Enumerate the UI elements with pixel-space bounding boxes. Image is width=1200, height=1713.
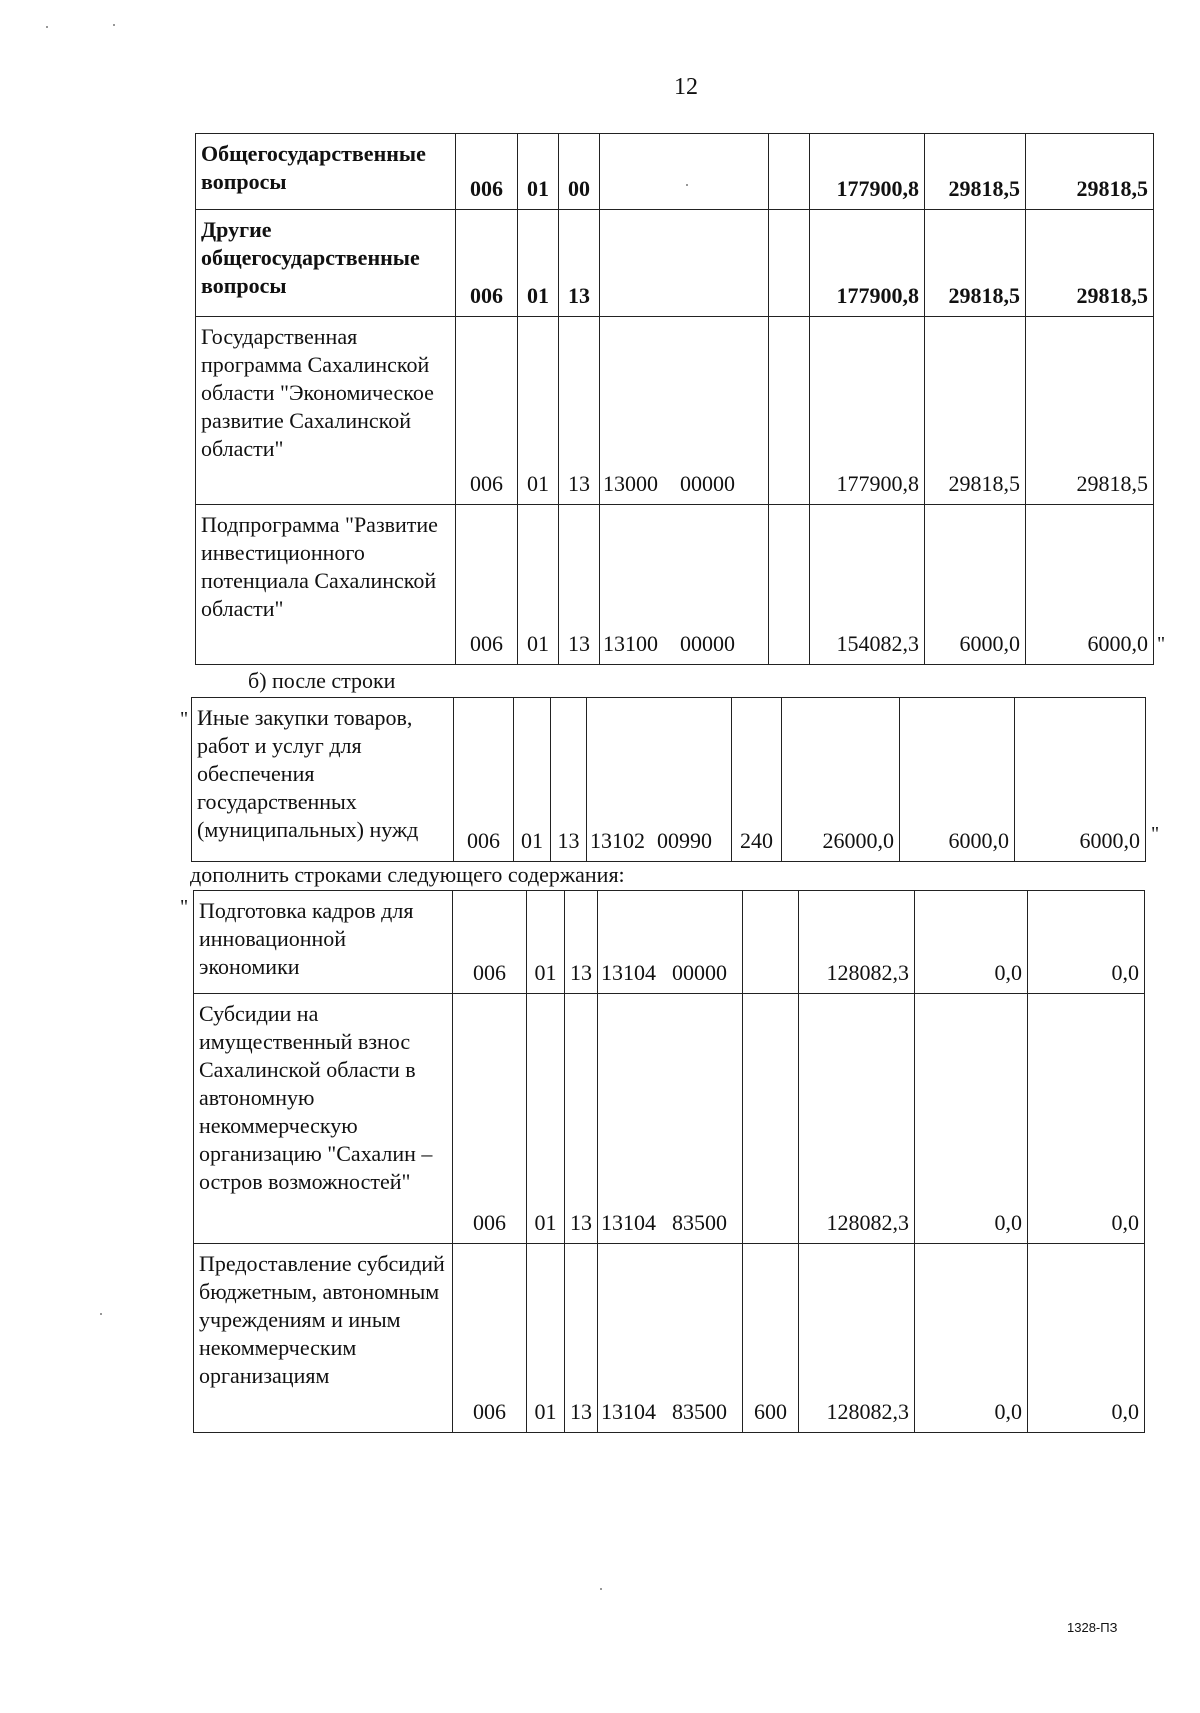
razdel-code: 01	[527, 891, 565, 994]
razdel-code: 01	[518, 505, 559, 665]
closing-quote: "	[1151, 823, 1160, 845]
target-article-part: 00000	[680, 631, 735, 656]
target-article-part: 83500	[672, 1210, 727, 1235]
target-article-code	[600, 505, 769, 665]
expense-type-code	[769, 505, 810, 665]
ved-code: 006	[456, 317, 518, 505]
amount-year-2: 0,0	[915, 891, 1028, 994]
amount-year-3: 29818,5	[1026, 134, 1154, 210]
footer-code: 1328-ПЗ	[1067, 1620, 1118, 1635]
ved-code: 006	[454, 698, 514, 862]
scan-speck	[46, 26, 48, 28]
target-article-part: 83500	[672, 1399, 727, 1424]
amount-year-3: 6000,0	[1026, 505, 1154, 665]
scan-speck	[113, 24, 115, 26]
podrazdel-code: 13	[551, 698, 587, 862]
table-row	[192, 698, 1146, 862]
target-article-part: 00000	[672, 960, 727, 985]
scan-speck	[600, 1588, 602, 1590]
amount-year-1: 128082,3	[799, 1244, 915, 1433]
ved-code: 006	[456, 505, 518, 665]
table-row	[196, 317, 1154, 505]
expense-type-code: 240	[732, 698, 782, 862]
podrazdel-code: 00	[559, 134, 600, 210]
target-article-part: 13100	[603, 631, 658, 656]
amount-year-1: 177900,8	[810, 134, 925, 210]
amount-year-2: 6000,0	[900, 698, 1015, 862]
row-name: Общегосударственные вопросы	[196, 134, 456, 210]
amount-year-3: 0,0	[1028, 891, 1145, 994]
closing-quote: "	[1157, 633, 1166, 655]
target-article-code	[600, 210, 769, 317]
opening-quote: "	[180, 708, 189, 730]
amount-year-2: 29818,5	[925, 210, 1026, 317]
row-name: Государственная программа Сахалинской области "Экономическое развитие Сахалинской области"	[196, 317, 456, 505]
amount-year-1: 26000,0	[782, 698, 900, 862]
amount-year-2: 29818,5	[925, 134, 1026, 210]
razdel-code: 01	[518, 134, 559, 210]
table-row	[196, 505, 1154, 665]
budget-table-main	[195, 133, 1154, 665]
razdel-code: 01	[518, 210, 559, 317]
razdel-code: 01	[514, 698, 551, 862]
target-article-code	[600, 317, 769, 505]
razdel-code: 01	[527, 1244, 565, 1433]
amount-year-1: 154082,3	[810, 505, 925, 665]
opening-quote: "	[180, 896, 189, 918]
scan-speck	[100, 1313, 102, 1315]
amount-year-1: 177900,8	[810, 317, 925, 505]
expense-type-code	[769, 134, 810, 210]
target-article-part: 00000	[680, 471, 735, 496]
podrazdel-code: 13	[559, 317, 600, 505]
expense-type-code	[743, 994, 799, 1244]
amount-year-3: 29818,5	[1026, 317, 1154, 505]
target-article-part: 13102	[590, 828, 645, 853]
target-article-code	[587, 698, 732, 862]
amount-year-2: 29818,5	[925, 317, 1026, 505]
instruction-after-row: б) после строки	[248, 668, 396, 693]
amount-year-2: 0,0	[915, 1244, 1028, 1433]
row-name: Иные закупки товаров, работ и услуг для обеспечения государственных (муниципальных) нужд	[192, 698, 454, 862]
ved-code: 006	[453, 891, 527, 994]
podrazdel-code: 13	[559, 210, 600, 317]
podrazdel-code: 13	[565, 994, 598, 1244]
target-article-part: 00990	[657, 828, 712, 853]
budget-table-new-rows	[193, 890, 1145, 1433]
table-row	[196, 210, 1154, 317]
page-number: 12	[674, 74, 698, 100]
amount-year-3: 6000,0	[1015, 698, 1146, 862]
row-name: Предоставление субсидий бюджетным, автономным учреждениям и иным некоммерческим организациям	[194, 1244, 453, 1433]
expense-type-code: 600	[743, 1244, 799, 1433]
expense-type-code	[769, 210, 810, 317]
table-row	[194, 994, 1145, 1244]
ved-code: 006	[453, 994, 527, 1244]
row-name: Субсидии на имущественный взнос Сахалинской области в автономную некоммерческую организацию "Сахалин – остров возможностей"	[194, 994, 453, 1244]
amount-year-3: 0,0	[1028, 994, 1145, 1244]
instruction-add-rows: дополнить строками следующего содержания:	[190, 862, 625, 887]
table-row	[196, 134, 1154, 210]
podrazdel-code: 13	[565, 891, 598, 994]
row-name: Подпрограмма "Развитие инвестиционного потенциала Сахалинской области"	[196, 505, 456, 665]
table-row	[194, 1244, 1145, 1433]
budget-table-reference-row	[191, 697, 1146, 862]
target-article-code	[598, 891, 743, 994]
amount-year-2: 0,0	[915, 994, 1028, 1244]
razdel-code: 01	[518, 317, 559, 505]
amount-year-1: 128082,3	[799, 891, 915, 994]
target-article-part: 13104	[601, 960, 656, 985]
expense-type-code	[743, 891, 799, 994]
target-article-code	[600, 134, 769, 210]
ved-code: 006	[456, 210, 518, 317]
podrazdel-code: 13	[565, 1244, 598, 1433]
razdel-code: 01	[527, 994, 565, 1244]
amount-year-1: 128082,3	[799, 994, 915, 1244]
podrazdel-code: 13	[559, 505, 600, 665]
target-article-code	[598, 994, 743, 1244]
target-article-part: 13000	[603, 471, 658, 496]
ved-code: 006	[456, 134, 518, 210]
expense-type-code	[769, 317, 810, 505]
scan-speck	[686, 184, 688, 186]
amount-year-3: 29818,5	[1026, 210, 1154, 317]
amount-year-3: 0,0	[1028, 1244, 1145, 1433]
ved-code: 006	[453, 1244, 527, 1433]
target-article-code	[598, 1244, 743, 1433]
target-article-part: 13104	[601, 1210, 656, 1235]
row-name: Другие общегосударственные вопросы	[196, 210, 456, 317]
amount-year-1: 177900,8	[810, 210, 925, 317]
table-row	[194, 891, 1145, 994]
amount-year-2: 6000,0	[925, 505, 1026, 665]
row-name: Подготовка кадров для инновационной экономики	[194, 891, 453, 994]
target-article-part: 13104	[601, 1399, 656, 1424]
